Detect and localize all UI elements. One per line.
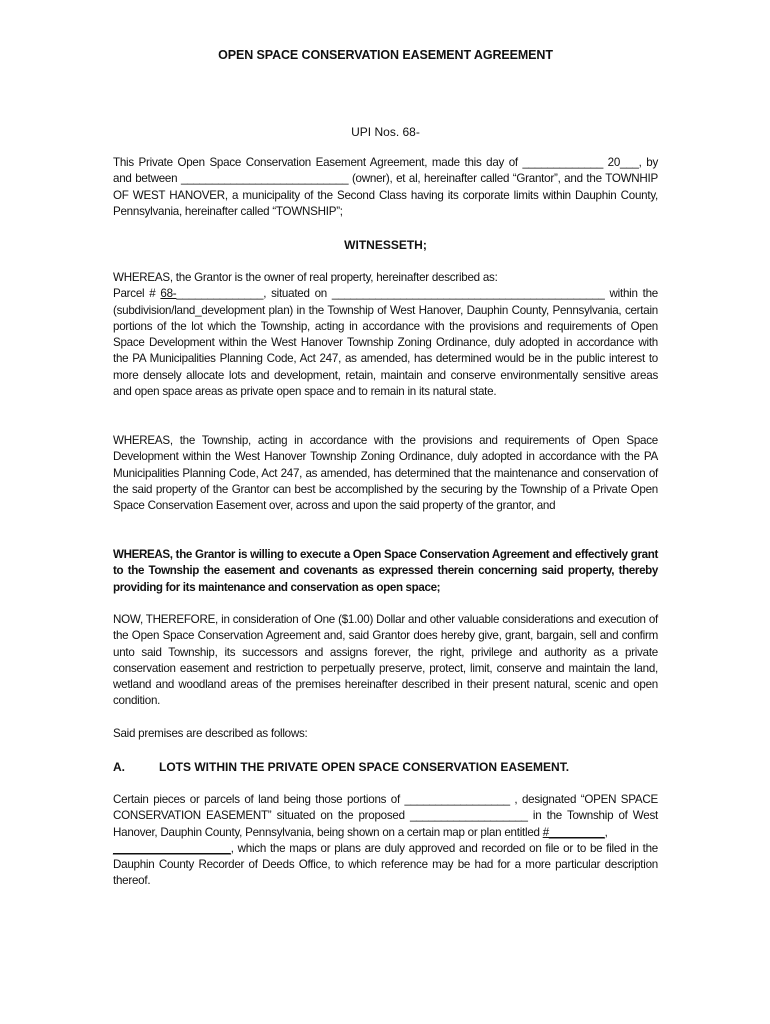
plan-name-blank: ___________________ bbox=[113, 841, 231, 855]
section-a-body-3: , which the maps or plans are duly approved and recorded on file or to be filed in the Dauphin County Recorder of Deeds Office, to which reference may be had for a more particular description thereof. bbox=[113, 841, 658, 888]
whereas-paragraph-2: WHEREAS, the Township, acting in accordance with the provisions and requirements of Open Space Development within the West Hanover Township Zoning Ordinance, duly adopted in accordance with the PA Municipalities Planning Code, Act 247, as amended, has determined that the maintenance and conservation of the said property of the Grantor can best be accomplished by the securing by the Township of a Private Open Space Conservation Easement over, across and upon the said property of the grantor, and bbox=[113, 434, 658, 513]
document-title: OPEN SPACE CONSERVATION EASEMENT AGREEMENT bbox=[218, 48, 553, 62]
parcel-label: Parcel # bbox=[113, 287, 161, 301]
plan-number-blank: #_________ bbox=[542, 825, 605, 839]
witnesseth-heading: WITNESSETH; bbox=[344, 238, 427, 252]
intro-paragraph: This Private Open Space Conservation Easement Agreement, made this day of _____________ 20___, by and between ___________________________ (owner), et al, hereinafter called “Grantor”, and the TOWNHIP OF WEST HANOVER, a municipality of the Second Class having its corporate limits within Dauphin County, Pennsylvania, hereinafter called “TOWNSHIP”; bbox=[113, 156, 658, 218]
now-therefore-paragraph: NOW, THEREFORE, in consideration of One ($1.00) Dollar and other valuable considerations and execution of the Open Space Conservation Agreement and, said Grantor does hereby give, grant, bargain, sell and confirm unto said Township, its successors and assigns forever, the right, privilege and authority as a private conservation easement and restriction to perpetually preserve, protect, limit, conserve and maintain the land, wetland and woodland areas of the premises hereinafter described in their present natural, scenic and open condition. bbox=[113, 613, 658, 708]
section-a-title: LOTS WITHIN THE PRIVATE OPEN SPACE CONSERVATION EASEMENT. bbox=[159, 760, 570, 774]
section-a-paragraph bbox=[113, 792, 658, 890]
whereas-1-body: ______________, situated on ____________________________________________ within the (subdivision/land_development plan) in the Township of West Hanover, Dauphin County, Pennsylvania, certain portions of the lot which the Township, acting in accordance with the provisions and requirements of Open Space Development within the West Hanover Township Zoning Ordinance, duly adopted in accordance with the PA Municipalities Planning Code, Act 247, as amended, has determined would be in the public interest to more densely allocate lots and development, retain, maintain and conserve environmentally sensitive areas and open space areas as private open space and to remain in its natural state. bbox=[113, 287, 658, 399]
whereas-1-line-1: WHEREAS, the Grantor is the owner of real property, hereinafter described as: bbox=[113, 271, 498, 284]
section-a-letter: A. bbox=[113, 760, 125, 774]
section-a-body-1: Certain pieces or parcels of land being those portions of _________________ , designated “OPEN SPACE CONSERVATION EASEMENT” situated on the proposed ___________________ in the Township of West Hanover, Dauphin County, Pennsylvania, being shown on a certain map or plan entitled bbox=[113, 793, 658, 839]
whereas-paragraph-1 bbox=[113, 270, 658, 400]
section-a-heading bbox=[113, 760, 658, 774]
said-premises-line: Said premises are described as follows: bbox=[113, 727, 308, 740]
section-a-body-2: , bbox=[604, 825, 608, 839]
parcel-number: 68- bbox=[160, 287, 177, 301]
whereas-paragraph-3: WHEREAS, the Grantor is willing to execute a Open Space Conservation Agreement and effectively grant to the Township the easement and covenants as expressed therein concerning said property, thereby providing for its maintenance and conservation as open space; bbox=[113, 548, 658, 594]
upi-numbers: UPI Nos. 68- bbox=[351, 125, 420, 139]
